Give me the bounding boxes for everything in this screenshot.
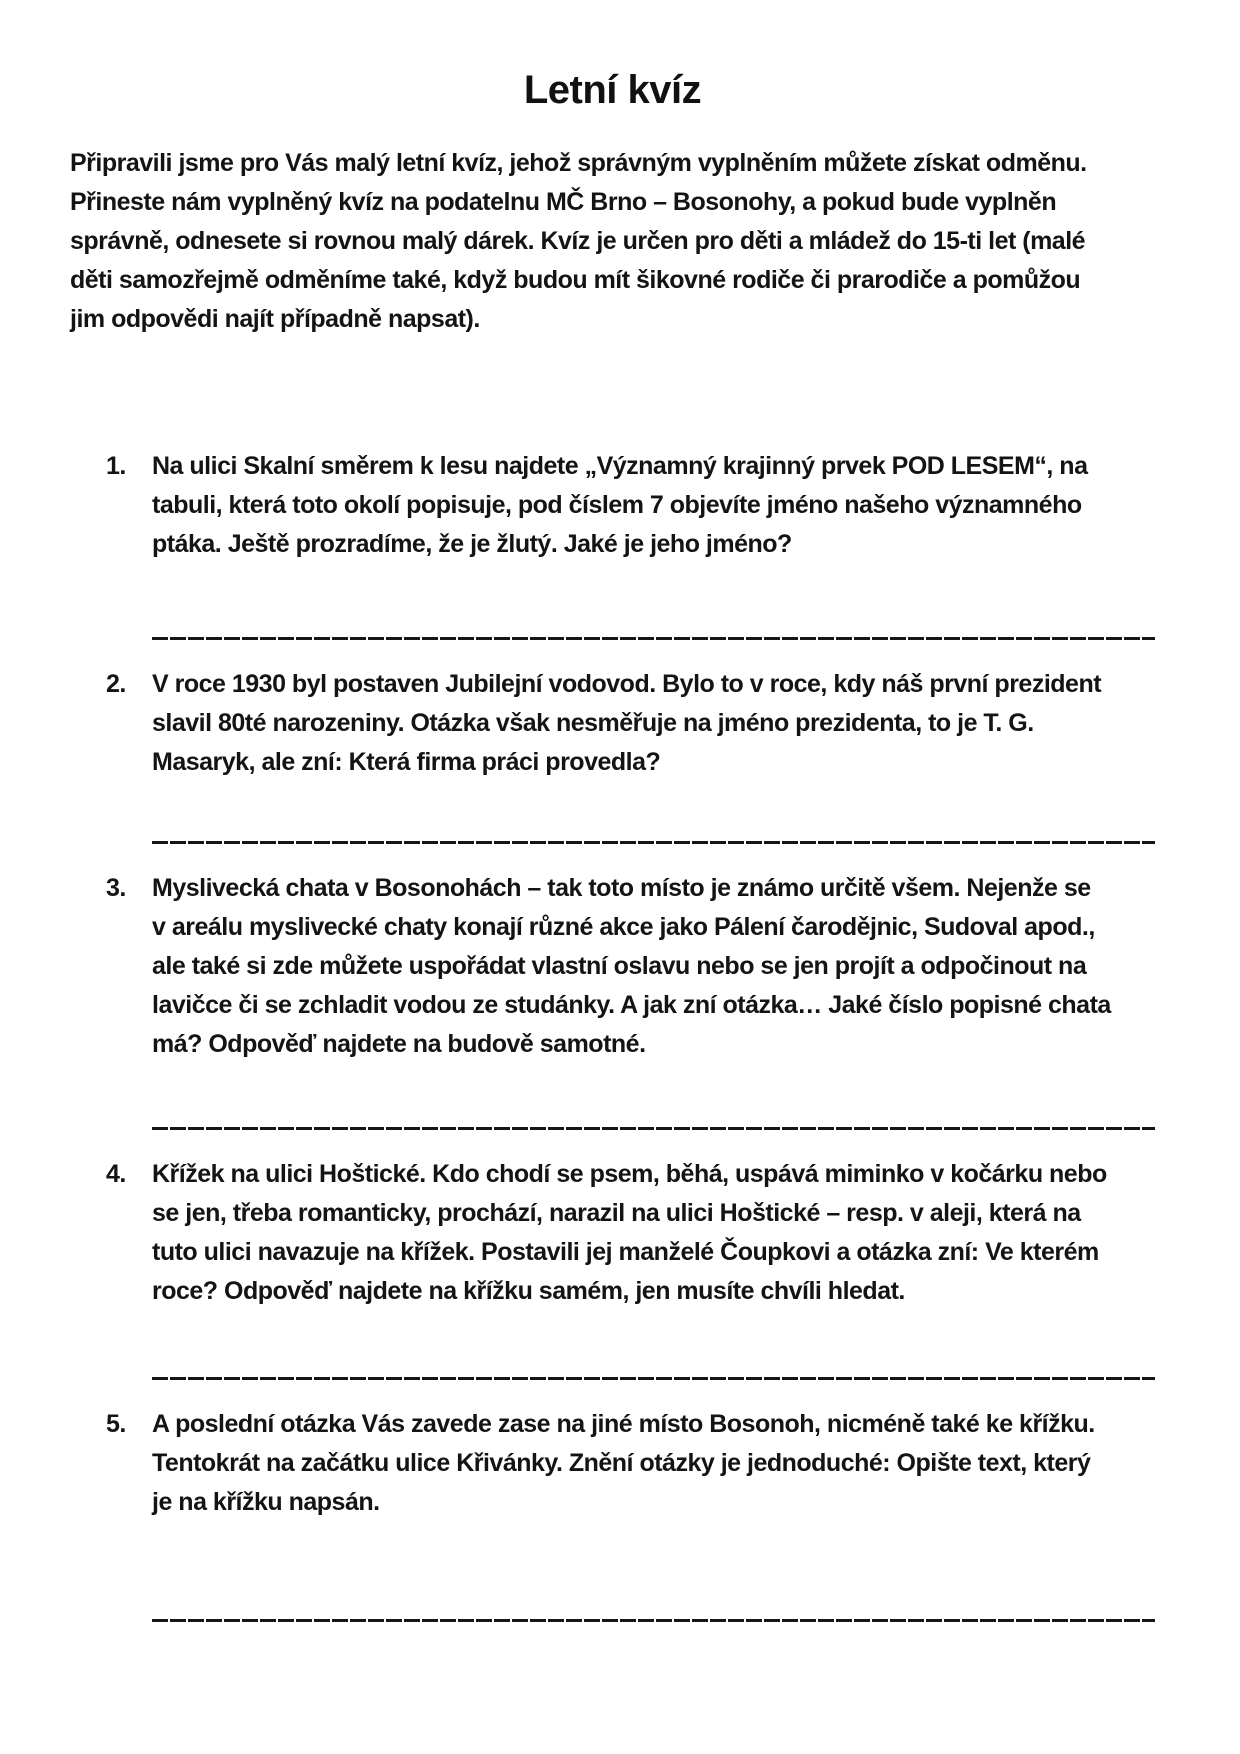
question-row — [70, 1155, 1155, 1311]
question-item — [70, 447, 1155, 640]
question-text-line: tabuli, která toto okolí popisuje, pod číslem 7 objevíte jméno našeho významného — [152, 491, 1082, 519]
question-number: 3. — [106, 874, 126, 902]
question-text — [152, 869, 1155, 1064]
intro-line: správně, odnesete si rovnou malý dárek. Kvíz je určen pro děti a mládež do 15-ti let (malé — [70, 227, 1086, 255]
intro-line: jim odpovědi najít případně napsat). — [70, 305, 480, 333]
answer-line — [152, 1619, 1155, 1622]
question-item — [70, 1155, 1155, 1380]
question-text-line: A poslední otázka Vás zavede zase na jiné místo Bosonoh, nicméně také ke křížku. — [152, 1410, 1095, 1438]
question-text-line: Na ulici Skalní směrem k lesu najdete „Významný krajinný prvek POD LESEM“, na — [152, 452, 1088, 480]
question-number: 1. — [106, 452, 126, 480]
intro-line: Připravili jsme pro Vás malý letní kvíz, jehož správným vyplněním můžete získat odměnu. — [70, 149, 1087, 177]
question-text-line: se jen, třeba romanticky, prochází, narazil na ulici Hoštické – resp. v aleji, která na — [152, 1199, 1081, 1227]
question-text-line: Křížek na ulici Hoštické. Kdo chodí se psem, běhá, uspává miminko v kočárku nebo — [152, 1160, 1107, 1188]
question-text — [152, 1155, 1155, 1311]
question-text-line: Myslivecká chata v Bosonohách – tak toto místo je známo určitě všem. Nejenže se — [152, 874, 1091, 902]
question-item — [70, 869, 1155, 1130]
question-item — [70, 1405, 1155, 1622]
question-text-line: tuto ulici navazuje na křížek. Postavili jej manželé Čoupkovi a otázka zní: Ve kterém — [152, 1238, 1099, 1266]
answer-line — [152, 1377, 1155, 1380]
question-text-line: roce? Odpověď najdete na křížku samém, jen musíte chvíli hledat. — [152, 1277, 905, 1305]
intro-line: děti samozřejmě odměníme také, když budou mít šikovné rodiče či prarodiče a pomůžou — [70, 266, 1081, 294]
question-text-line: Tentokrát na začátku ulice Křivánky. Znění otázky je jednoduché: Opište text, který — [152, 1449, 1091, 1477]
page-title: Letní kvíz — [523, 68, 702, 112]
question-text-line: ptáka. Ještě prozradíme, že je žlutý. Jaké je jeho jméno? — [152, 530, 792, 558]
question-item — [70, 665, 1155, 844]
intro-line: Přineste nám vyplněný kvíz na podatelnu MČ Brno – Bosonohy, a pokud bude vyplněn — [70, 188, 1057, 216]
question-row — [70, 1405, 1155, 1522]
answer-line — [152, 1127, 1155, 1130]
answer-line — [152, 637, 1155, 640]
question-list — [70, 447, 1155, 1622]
question-number: 4. — [106, 1160, 126, 1188]
answer-line — [152, 841, 1155, 844]
question-text — [152, 447, 1155, 564]
question-row — [70, 869, 1155, 1064]
question-number: 2. — [106, 670, 126, 698]
question-text-line: je na křížku napsán. — [152, 1488, 380, 1516]
question-text-line: ale také si zde můžete uspořádat vlastní oslavu nebo se jen projít a odpočinout na — [152, 952, 1087, 980]
question-text-line: v areálu myslivecké chaty konají různé akce jako Pálení čarodějnic, Sudoval apod., — [152, 913, 1095, 941]
question-text — [152, 1405, 1155, 1522]
question-text — [152, 665, 1155, 782]
question-text-line: Masaryk, ale zní: Která firma práci provedla? — [152, 748, 661, 776]
question-number: 5. — [106, 1410, 126, 1438]
question-text-line: V roce 1930 byl postaven Jubilejní vodovod. Bylo to v roce, kdy náš první prezident — [152, 670, 1102, 698]
intro-paragraph — [70, 144, 1155, 339]
question-text-line: lavičce či se zchladit vodou ze studánky. A jak zní otázka… Jaké číslo popisné chata — [152, 991, 1111, 1019]
question-row — [70, 665, 1155, 782]
question-text-line: má? Odpověď najdete na budově samotné. — [152, 1030, 646, 1058]
question-text-line: slavil 80té narozeniny. Otázka však nesměřuje na jméno prezidenta, to je T. G. — [152, 709, 1034, 737]
question-row — [70, 447, 1155, 564]
